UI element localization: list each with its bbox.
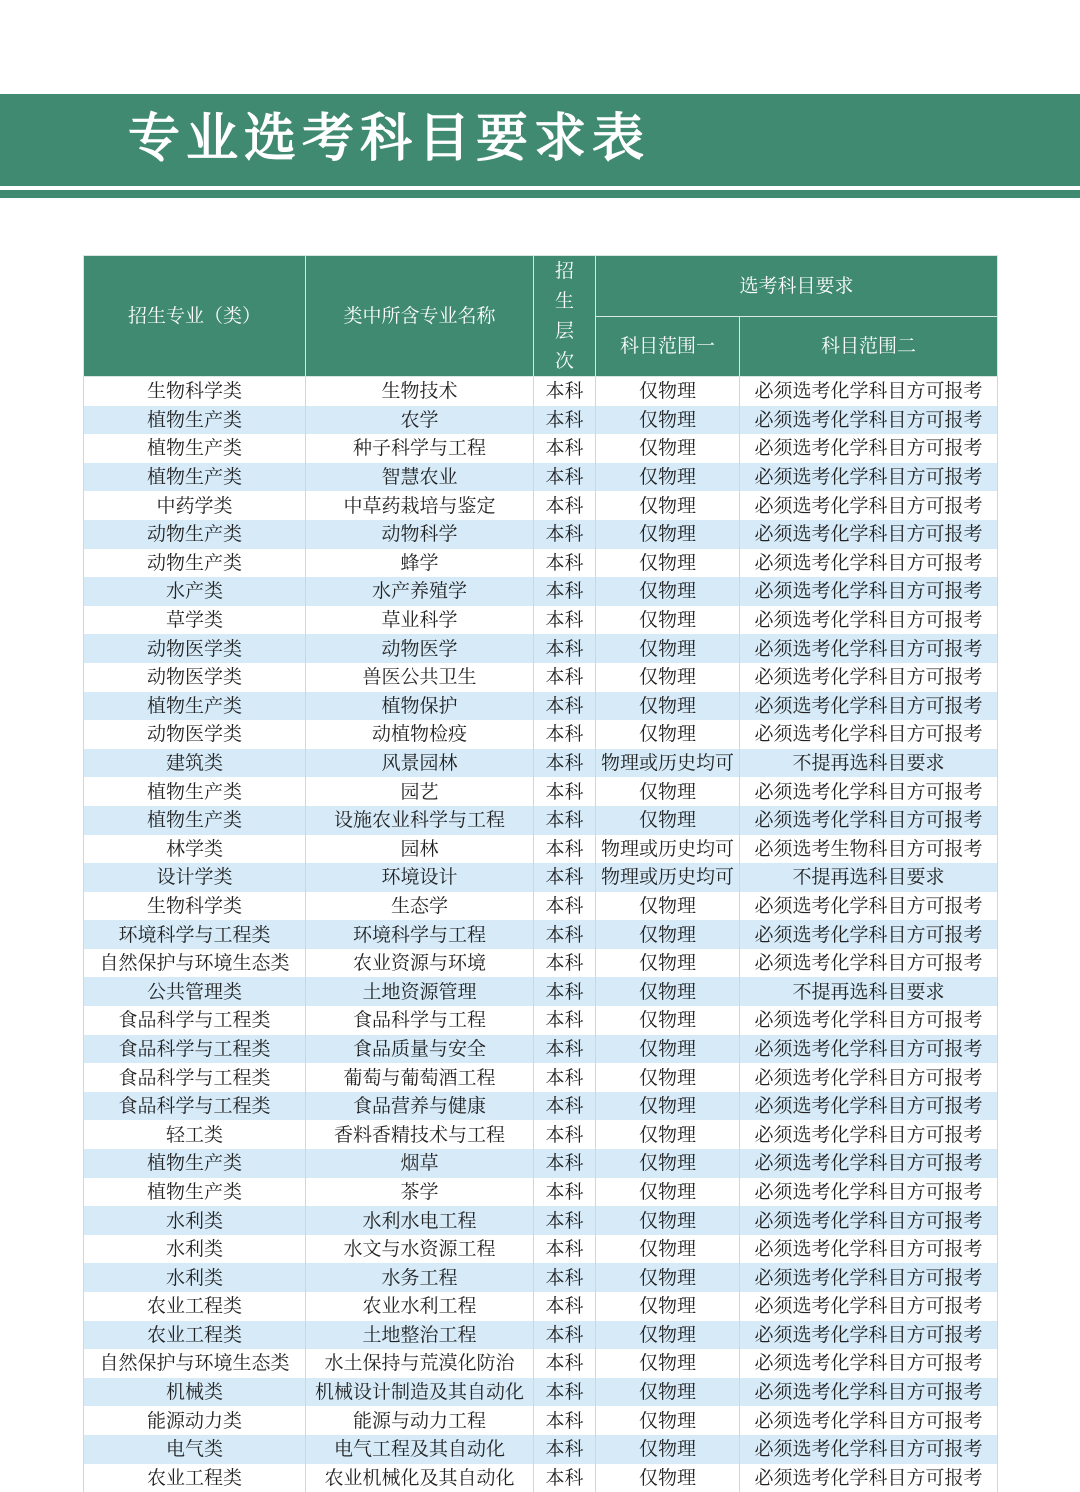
table-row xyxy=(84,406,998,435)
cell-range1: 物理或历史均可 xyxy=(596,863,740,892)
cell-level: 本科 xyxy=(534,1292,596,1321)
cell-sub-major: 土地资源管理 xyxy=(306,977,534,1006)
cell-level: 本科 xyxy=(534,692,596,721)
banner-stripe xyxy=(0,190,1080,198)
table-row xyxy=(84,463,998,492)
cell-level: 本科 xyxy=(534,1178,596,1207)
cell-sub-major: 生物技术 xyxy=(306,377,534,406)
table-row xyxy=(84,1321,998,1350)
table-row xyxy=(84,549,998,578)
cell-sub-major: 风景园林 xyxy=(306,749,534,778)
cell-sub-major: 土地整治工程 xyxy=(306,1321,534,1350)
table-row xyxy=(84,920,998,949)
header-sub-major: 类中所含专业名称 xyxy=(306,256,534,377)
cell-major: 生物科学类 xyxy=(84,377,306,406)
cell-range2: 不提再选科目要求 xyxy=(740,863,998,892)
cell-major: 机械类 xyxy=(84,1378,306,1407)
cell-range1: 仅物理 xyxy=(596,806,740,835)
table-row xyxy=(84,1435,998,1464)
cell-sub-major: 环境科学与工程 xyxy=(306,920,534,949)
cell-major: 动物生产类 xyxy=(84,520,306,549)
cell-range2: 不提再选科目要求 xyxy=(740,749,998,778)
cell-range2: 必须选考化学科目方可报考 xyxy=(740,634,998,663)
cell-major: 食品科学与工程类 xyxy=(84,1006,306,1035)
cell-sub-major: 香料香精技术与工程 xyxy=(306,1120,534,1149)
table-row xyxy=(84,1235,998,1264)
cell-range1: 仅物理 xyxy=(596,606,740,635)
cell-level: 本科 xyxy=(534,1063,596,1092)
cell-level: 本科 xyxy=(534,377,596,406)
cell-level: 本科 xyxy=(534,892,596,921)
cell-range2: 必须选考化学科目方可报考 xyxy=(740,949,998,978)
cell-level: 本科 xyxy=(534,1120,596,1149)
cell-range1: 仅物理 xyxy=(596,720,740,749)
table-row xyxy=(84,1092,998,1121)
cell-major: 农业工程类 xyxy=(84,1292,306,1321)
cell-range1: 仅物理 xyxy=(596,1464,740,1492)
table-row xyxy=(84,606,998,635)
cell-range2: 必须选考化学科目方可报考 xyxy=(740,692,998,721)
cell-range2: 必须选考化学科目方可报考 xyxy=(740,663,998,692)
cell-major: 动物医学类 xyxy=(84,720,306,749)
cell-level: 本科 xyxy=(534,406,596,435)
cell-major: 自然保护与环境生态类 xyxy=(84,949,306,978)
cell-range1: 仅物理 xyxy=(596,949,740,978)
cell-major: 动物生产类 xyxy=(84,549,306,578)
cell-range1: 仅物理 xyxy=(596,977,740,1006)
cell-major: 农业工程类 xyxy=(84,1464,306,1492)
cell-level: 本科 xyxy=(534,1092,596,1121)
cell-range2: 必须选考化学科目方可报考 xyxy=(740,1263,998,1292)
cell-major: 植物生产类 xyxy=(84,463,306,492)
cell-sub-major: 水文与水资源工程 xyxy=(306,1235,534,1264)
cell-range1: 仅物理 xyxy=(596,1263,740,1292)
cell-sub-major: 农业机械化及其自动化 xyxy=(306,1464,534,1492)
cell-level: 本科 xyxy=(534,663,596,692)
cell-level: 本科 xyxy=(534,863,596,892)
cell-level: 本科 xyxy=(534,1206,596,1235)
cell-range2: 必须选考化学科目方可报考 xyxy=(740,920,998,949)
cell-range1: 物理或历史均可 xyxy=(596,835,740,864)
cell-range2: 必须选考化学科目方可报考 xyxy=(740,1378,998,1407)
cell-range2: 必须选考化学科目方可报考 xyxy=(740,1063,998,1092)
header-requirement: 选考科目要求 xyxy=(596,256,998,317)
cell-range2: 必须选考化学科目方可报考 xyxy=(740,1406,998,1435)
table-row xyxy=(84,1349,998,1378)
table-row xyxy=(84,720,998,749)
cell-range2: 必须选考化学科目方可报考 xyxy=(740,1235,998,1264)
table-row xyxy=(84,491,998,520)
cell-sub-major: 动物科学 xyxy=(306,520,534,549)
table-row xyxy=(84,520,998,549)
cell-range2: 必须选考化学科目方可报考 xyxy=(740,806,998,835)
header-level-text: 招生层次 xyxy=(555,260,574,372)
cell-range2: 必须选考化学科目方可报考 xyxy=(740,606,998,635)
cell-sub-major: 生态学 xyxy=(306,892,534,921)
cell-range2: 必须选考化学科目方可报考 xyxy=(740,1178,998,1207)
cell-sub-major: 种子科学与工程 xyxy=(306,434,534,463)
cell-range2: 必须选考化学科目方可报考 xyxy=(740,520,998,549)
cell-range1: 物理或历史均可 xyxy=(596,749,740,778)
cell-range2: 必须选考化学科目方可报考 xyxy=(740,577,998,606)
cell-range1: 仅物理 xyxy=(596,1406,740,1435)
table-row xyxy=(84,1406,998,1435)
table-row xyxy=(84,434,998,463)
table-row xyxy=(84,977,998,1006)
cell-sub-major: 智慧农业 xyxy=(306,463,534,492)
cell-major: 能源动力类 xyxy=(84,1406,306,1435)
cell-range2: 必须选考化学科目方可报考 xyxy=(740,1006,998,1035)
cell-range1: 仅物理 xyxy=(596,463,740,492)
table-body xyxy=(84,377,998,1492)
table-row xyxy=(84,806,998,835)
cell-sub-major: 葡萄与葡萄酒工程 xyxy=(306,1063,534,1092)
table-row xyxy=(84,1063,998,1092)
table-row xyxy=(84,1178,998,1207)
header-range2: 科目范围二 xyxy=(740,316,998,377)
title-banner xyxy=(0,94,1080,186)
cell-major: 水利类 xyxy=(84,1235,306,1264)
cell-level: 本科 xyxy=(534,1035,596,1064)
cell-major: 建筑类 xyxy=(84,749,306,778)
cell-range1: 仅物理 xyxy=(596,892,740,921)
cell-range1: 仅物理 xyxy=(596,1206,740,1235)
cell-range2: 必须选考化学科目方可报考 xyxy=(740,434,998,463)
cell-sub-major: 农学 xyxy=(306,406,534,435)
cell-level: 本科 xyxy=(534,806,596,835)
cell-range2: 必须选考化学科目方可报考 xyxy=(740,892,998,921)
cell-major: 草学类 xyxy=(84,606,306,635)
cell-sub-major: 食品科学与工程 xyxy=(306,1006,534,1035)
cell-level: 本科 xyxy=(534,1435,596,1464)
cell-sub-major: 茶学 xyxy=(306,1178,534,1207)
cell-sub-major: 水土保持与荒漠化防治 xyxy=(306,1349,534,1378)
cell-level: 本科 xyxy=(534,1235,596,1264)
cell-sub-major: 草业科学 xyxy=(306,606,534,635)
cell-major: 植物生产类 xyxy=(84,806,306,835)
cell-major: 环境科学与工程类 xyxy=(84,920,306,949)
cell-major: 植物生产类 xyxy=(84,777,306,806)
cell-sub-major: 机械设计制造及其自动化 xyxy=(306,1378,534,1407)
cell-range1: 仅物理 xyxy=(596,1063,740,1092)
cell-range1: 仅物理 xyxy=(596,1006,740,1035)
cell-range1: 仅物理 xyxy=(596,1235,740,1264)
cell-range1: 仅物理 xyxy=(596,1378,740,1407)
cell-major: 生物科学类 xyxy=(84,892,306,921)
cell-range1: 仅物理 xyxy=(596,491,740,520)
cell-level: 本科 xyxy=(534,520,596,549)
cell-level: 本科 xyxy=(534,1149,596,1178)
table-row xyxy=(84,1149,998,1178)
table-row xyxy=(84,1120,998,1149)
cell-sub-major: 园艺 xyxy=(306,777,534,806)
cell-major: 自然保护与环境生态类 xyxy=(84,1349,306,1378)
cell-major: 食品科学与工程类 xyxy=(84,1092,306,1121)
table-row xyxy=(84,1006,998,1035)
cell-range2: 必须选考生物科目方可报考 xyxy=(740,835,998,864)
cell-sub-major: 环境设计 xyxy=(306,863,534,892)
cell-level: 本科 xyxy=(534,777,596,806)
cell-sub-major: 烟草 xyxy=(306,1149,534,1178)
cell-range1: 仅物理 xyxy=(596,1035,740,1064)
cell-range2: 必须选考化学科目方可报考 xyxy=(740,463,998,492)
cell-level: 本科 xyxy=(534,1263,596,1292)
table-row xyxy=(84,1292,998,1321)
cell-range1: 仅物理 xyxy=(596,520,740,549)
cell-range2: 必须选考化学科目方可报考 xyxy=(740,720,998,749)
cell-level: 本科 xyxy=(534,549,596,578)
cell-major: 农业工程类 xyxy=(84,1321,306,1350)
cell-level: 本科 xyxy=(534,977,596,1006)
cell-major: 水利类 xyxy=(84,1206,306,1235)
cell-level: 本科 xyxy=(534,434,596,463)
cell-range2: 必须选考化学科目方可报考 xyxy=(740,1149,998,1178)
cell-sub-major: 电气工程及其自动化 xyxy=(306,1435,534,1464)
cell-range1: 仅物理 xyxy=(596,1435,740,1464)
cell-sub-major: 农业资源与环境 xyxy=(306,949,534,978)
cell-range1: 仅物理 xyxy=(596,1178,740,1207)
cell-range1: 仅物理 xyxy=(596,549,740,578)
cell-range2: 必须选考化学科目方可报考 xyxy=(740,491,998,520)
cell-range1: 仅物理 xyxy=(596,1149,740,1178)
table-row xyxy=(84,1378,998,1407)
cell-sub-major: 能源与动力工程 xyxy=(306,1406,534,1435)
cell-range2: 必须选考化学科目方可报考 xyxy=(740,1321,998,1350)
cell-range1: 仅物理 xyxy=(596,920,740,949)
cell-range2: 必须选考化学科目方可报考 xyxy=(740,1035,998,1064)
cell-range1: 仅物理 xyxy=(596,777,740,806)
table-row xyxy=(84,663,998,692)
cell-major: 食品科学与工程类 xyxy=(84,1035,306,1064)
cell-level: 本科 xyxy=(534,1464,596,1492)
cell-sub-major: 植物保护 xyxy=(306,692,534,721)
table-row xyxy=(84,863,998,892)
cell-major: 植物生产类 xyxy=(84,692,306,721)
header-major: 招生专业（类） xyxy=(84,256,306,377)
cell-major: 设计学类 xyxy=(84,863,306,892)
table-row xyxy=(84,749,998,778)
cell-level: 本科 xyxy=(534,1006,596,1035)
cell-sub-major: 设施农业科学与工程 xyxy=(306,806,534,835)
cell-range2: 必须选考化学科目方可报考 xyxy=(740,1206,998,1235)
cell-sub-major: 兽医公共卫生 xyxy=(306,663,534,692)
cell-sub-major: 园林 xyxy=(306,835,534,864)
cell-major: 电气类 xyxy=(84,1435,306,1464)
cell-level: 本科 xyxy=(534,720,596,749)
cell-range2: 必须选考化学科目方可报考 xyxy=(740,1464,998,1492)
cell-sub-major: 动植物检疫 xyxy=(306,720,534,749)
cell-major: 食品科学与工程类 xyxy=(84,1063,306,1092)
cell-level: 本科 xyxy=(534,491,596,520)
cell-range1: 仅物理 xyxy=(596,377,740,406)
cell-major: 中药学类 xyxy=(84,491,306,520)
cell-level: 本科 xyxy=(534,949,596,978)
table-row xyxy=(84,1464,998,1492)
table-row xyxy=(84,949,998,978)
cell-major: 水利类 xyxy=(84,1263,306,1292)
cell-level: 本科 xyxy=(534,463,596,492)
cell-major: 公共管理类 xyxy=(84,977,306,1006)
cell-sub-major: 水产养殖学 xyxy=(306,577,534,606)
cell-level: 本科 xyxy=(534,606,596,635)
cell-range1: 仅物理 xyxy=(596,406,740,435)
cell-range1: 仅物理 xyxy=(596,1092,740,1121)
cell-range1: 仅物理 xyxy=(596,434,740,463)
cell-level: 本科 xyxy=(534,1349,596,1378)
cell-range1: 仅物理 xyxy=(596,663,740,692)
cell-level: 本科 xyxy=(534,577,596,606)
cell-sub-major: 中草药栽培与鉴定 xyxy=(306,491,534,520)
cell-sub-major: 动物医学 xyxy=(306,634,534,663)
cell-major: 轻工类 xyxy=(84,1120,306,1149)
cell-level: 本科 xyxy=(534,835,596,864)
cell-range2: 必须选考化学科目方可报考 xyxy=(740,777,998,806)
cell-range2: 必须选考化学科目方可报考 xyxy=(740,1349,998,1378)
cell-range1: 仅物理 xyxy=(596,577,740,606)
cell-range2: 不提再选科目要求 xyxy=(740,977,998,1006)
table-row xyxy=(84,577,998,606)
cell-major: 植物生产类 xyxy=(84,434,306,463)
table-row xyxy=(84,777,998,806)
table-row xyxy=(84,692,998,721)
cell-range2: 必须选考化学科目方可报考 xyxy=(740,1292,998,1321)
cell-major: 动物医学类 xyxy=(84,634,306,663)
cell-range2: 必须选考化学科目方可报考 xyxy=(740,1120,998,1149)
cell-level: 本科 xyxy=(534,634,596,663)
cell-range1: 仅物理 xyxy=(596,692,740,721)
cell-range2: 必须选考化学科目方可报考 xyxy=(740,1435,998,1464)
cell-range2: 必须选考化学科目方可报考 xyxy=(740,1092,998,1121)
cell-sub-major: 水利水电工程 xyxy=(306,1206,534,1235)
cell-level: 本科 xyxy=(534,1321,596,1350)
cell-level: 本科 xyxy=(534,749,596,778)
cell-range1: 仅物理 xyxy=(596,1349,740,1378)
cell-major: 动物医学类 xyxy=(84,663,306,692)
cell-sub-major: 食品营养与健康 xyxy=(306,1092,534,1121)
requirements-table xyxy=(83,255,998,1492)
table-row xyxy=(84,1035,998,1064)
cell-range2: 必须选考化学科目方可报考 xyxy=(740,549,998,578)
cell-range1: 仅物理 xyxy=(596,634,740,663)
cell-major: 林学类 xyxy=(84,835,306,864)
cell-sub-major: 水务工程 xyxy=(306,1263,534,1292)
cell-major: 植物生产类 xyxy=(84,1149,306,1178)
header-range1: 科目范围一 xyxy=(596,316,740,377)
cell-major: 水产类 xyxy=(84,577,306,606)
table-row xyxy=(84,377,998,406)
table-row xyxy=(84,634,998,663)
table-row xyxy=(84,1263,998,1292)
cell-sub-major: 蜂学 xyxy=(306,549,534,578)
cell-range1: 仅物理 xyxy=(596,1292,740,1321)
cell-range1: 仅物理 xyxy=(596,1321,740,1350)
cell-level: 本科 xyxy=(534,1378,596,1407)
cell-sub-major: 食品质量与安全 xyxy=(306,1035,534,1064)
cell-major: 植物生产类 xyxy=(84,406,306,435)
cell-range2: 必须选考化学科目方可报考 xyxy=(740,377,998,406)
page-title: 专业选考科目要求表 xyxy=(128,104,650,174)
table-row xyxy=(84,1206,998,1235)
table-header xyxy=(84,256,998,377)
cell-level: 本科 xyxy=(534,920,596,949)
table-row xyxy=(84,892,998,921)
cell-level: 本科 xyxy=(534,1406,596,1435)
cell-major: 植物生产类 xyxy=(84,1178,306,1207)
cell-sub-major: 农业水利工程 xyxy=(306,1292,534,1321)
cell-range1: 仅物理 xyxy=(596,1120,740,1149)
header-level xyxy=(534,256,596,377)
table-row xyxy=(84,835,998,864)
cell-range2: 必须选考化学科目方可报考 xyxy=(740,406,998,435)
